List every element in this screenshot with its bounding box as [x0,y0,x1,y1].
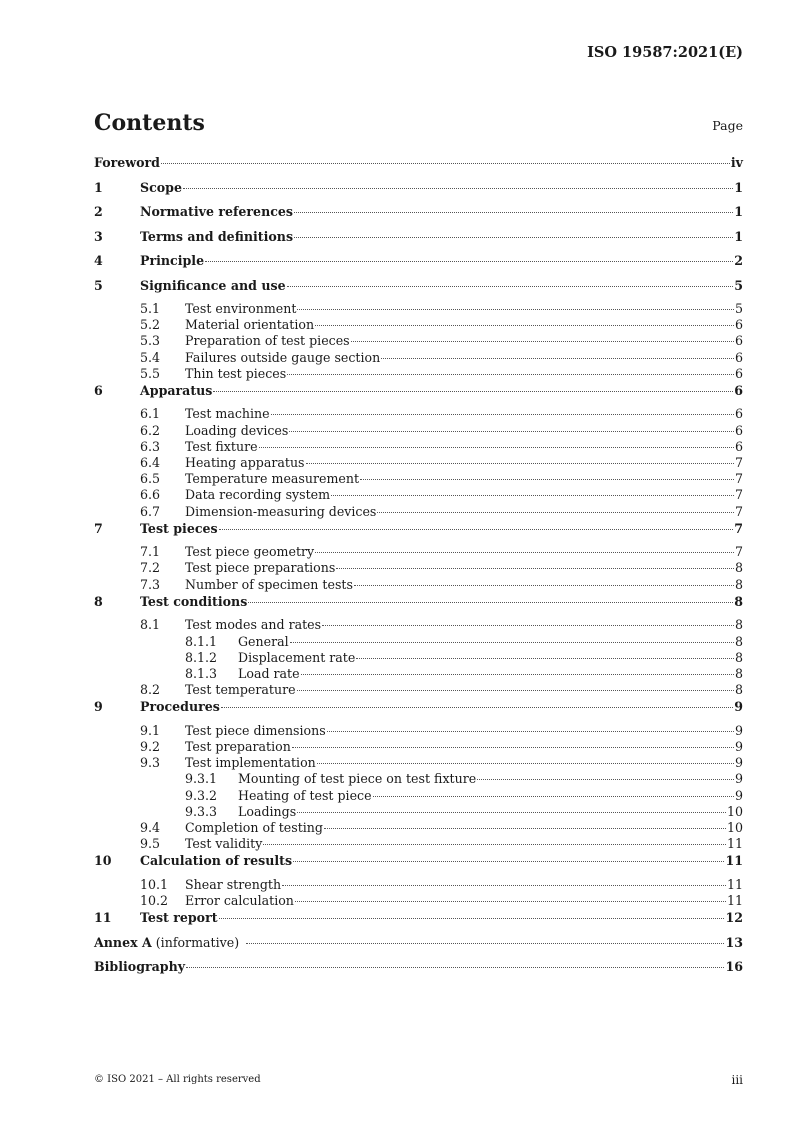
toc-entry-title: General [238,633,289,649]
page-column-label: Page [712,118,743,133]
toc-leader-dots [290,642,734,643]
toc-entry-number: 5.4 [140,349,161,365]
toc-entry-title: Data recording system [185,487,331,503]
toc-entry-title: Significance and use [140,277,286,293]
toc-entry-number: 8.1.1 [185,633,218,649]
toc-entry-title: Test machine [185,406,270,422]
toc-entry-number: 2 [94,204,103,219]
toc-entry[interactable] [94,755,743,771]
toc-leader-dots [259,447,734,448]
toc-entry-page: 6 [734,317,743,333]
toc-entry-page: 16 [725,959,743,975]
toc-entry-number: 6.4 [140,455,161,470]
toc-entry-page: 8 [734,576,743,592]
toc-leader-dots [354,585,734,586]
toc-entry-number: 6.5 [140,471,161,487]
table-of-contents [94,155,743,983]
toc-entry[interactable] [94,877,743,893]
toc-leader-dots [315,552,734,553]
toc-entry-page: 8 [734,560,743,576]
toc-entry-number: 5.2 [140,317,161,333]
toc-leader-dots [294,237,733,238]
toc-entry-title: Test piece dimensions [185,722,326,738]
toc-entry-page: 8 [734,633,743,649]
toc-entry[interactable] [94,560,743,576]
toc-leader-dots [377,512,734,513]
toc-entry-number: 7 [94,520,103,536]
toc-entry-title: Foreword [94,155,160,170]
toc-leader-dots [306,463,734,464]
toc-leader-dots [205,261,733,262]
toc-entry-page: 11 [726,892,743,908]
toc-entry-title: Number of specimen tests [185,576,353,592]
toc-leader-dots [324,828,726,829]
toc-leader-dots [219,918,725,919]
toc-entry-page: 6 [734,406,743,422]
toc-entry-page: 6 [734,333,743,349]
toc-leader-dots [221,707,733,708]
toc-entry-number: 11 [94,910,112,926]
toc-entry-title: Heating apparatus [185,455,305,470]
toc-entry-page: 1 [734,179,743,195]
toc-entry-title: Loading devices [185,422,289,438]
toc-leader-dots [327,731,734,732]
toc-leader-dots [297,812,726,813]
toc-entry[interactable] [94,634,743,650]
toc-leader-dots [219,529,734,530]
toc-entry-number: 8 [94,593,103,609]
toc-entry-page: 2 [734,253,743,268]
toc-leader-dots [317,763,734,764]
toc-entry-title: Principle [140,253,205,268]
toc-entry-number: 9.5 [140,836,161,852]
toc-entry-title: Test piece geometry [185,544,315,560]
toc-entry[interactable] [94,350,743,366]
toc-entry[interactable] [94,278,743,302]
toc-entry-number: 10.2 [140,892,169,908]
toc-entry-title: Test validity [185,836,263,852]
toc-entry-title: Test pieces [140,520,218,536]
toc-leader-dots [292,747,734,748]
toc-entry-number: 5.5 [140,365,161,381]
copyright-notice: © ISO 2021 – All rights reserved [94,1074,261,1085]
toc-entry[interactable] [94,471,743,487]
toc-leader-dots [381,358,734,359]
toc-entry-title: Test preparation [185,738,291,754]
toc-entry-number: 5.1 [140,301,161,316]
toc-entry-page: 9 [734,738,743,754]
toc-entry-number: 6.6 [140,487,161,503]
toc-entry-number: 6 [94,382,103,398]
toc-entry[interactable] [94,366,743,382]
toc-entry-page: 9 [734,699,743,715]
toc-leader-dots [360,479,734,480]
toc-leader-dots [186,967,724,968]
toc-leader-dots [287,286,734,287]
toc-entry-title: Dimension-measuring devices [185,503,377,519]
toc-entry-page: 8 [734,649,743,665]
toc-entry-number: 6.1 [140,406,161,422]
toc-entry-title: Test modes and rates [185,617,322,633]
toc-entry-number: 9.3 [140,755,161,771]
toc-entry-number: 8.1.3 [185,665,218,681]
toc-entry[interactable] [94,504,743,520]
toc-entry-page: 6 [734,422,743,438]
toc-entry-page: 8 [734,682,743,698]
toc-leader-dots [322,625,734,626]
toc-entry[interactable] [94,788,743,804]
toc-entry-page: 8 [734,665,743,681]
toc-entry-title: Test report [140,910,218,926]
toc-entry-page: 10 [726,803,743,819]
toc-entry-page: 12 [725,910,743,926]
toc-entry-title: Test environment [185,301,297,316]
toc-entry-page: 8 [734,617,743,633]
toc-entry-number: 6.7 [140,503,161,519]
toc-entry-title: Mounting of test piece on test fixture [238,771,477,787]
toc-entry-title: Error calculation [185,892,294,908]
toc-leader-dots [183,188,733,189]
toc-entry[interactable] [94,229,743,253]
toc-entry[interactable] [94,739,743,755]
toc-entry[interactable] [94,577,743,593]
page-title: Contents [94,110,205,136]
toc-entry[interactable] [94,317,743,333]
toc-entry[interactable] [94,423,743,439]
toc-entry[interactable] [94,804,743,820]
toc-entry-number: 9 [94,699,103,715]
toc-entry-page: 5 [734,301,743,316]
toc-entry-page: 6 [734,349,743,365]
toc-entry-number: 3 [94,228,103,244]
toc-entry[interactable] [94,959,743,983]
toc-entry-title: Test temperature [185,682,296,698]
toc-entry[interactable] [94,439,743,455]
toc-entry[interactable] [94,521,743,545]
toc-entry-title: Displacement rate [238,649,356,665]
toc-entry-title: Annex A [94,934,152,950]
toc-leader-dots [263,844,726,845]
toc-entry-page: 9 [734,755,743,771]
toc-entry[interactable] [94,406,743,422]
toc-entry-number: 8.1 [140,617,161,633]
toc-entry-page: 9 [734,771,743,787]
toc-entry-title: Failures outside gauge section [185,349,381,365]
toc-entry-title: Material orientation [185,317,315,333]
toc-entry[interactable] [94,617,743,633]
toc-entry-page: 6 [734,365,743,381]
toc-entry-number: 10 [94,853,112,869]
toc-entry[interactable] [94,682,743,698]
toc-entry-title: Test conditions [140,593,248,609]
toc-entry[interactable] [94,836,743,852]
toc-entry-title: Heating of test piece [238,787,372,803]
toc-entry-number: 6.2 [140,422,161,438]
toc-entry[interactable] [94,155,743,179]
toc-entry[interactable] [94,487,743,503]
toc-leader-dots [477,779,734,780]
toc-entry-title: Test fixture [185,438,258,454]
toc-entry-title: Load rate [238,665,300,681]
toc-leader-dots [271,414,734,415]
toc-entry-page: 11 [726,836,743,852]
toc-entry-title: Temperature measurement [185,471,360,487]
toc-leader-dots [315,325,734,326]
toc-entry-number: 7.2 [140,560,161,576]
page-number: iii [731,1073,743,1087]
toc-entry-number: 10.1 [140,876,169,892]
toc-entry[interactable] [94,455,743,471]
toc-entry-number: 9.3.2 [185,787,218,803]
toc-leader-dots [161,163,730,164]
toc-entry-page: 13 [725,934,743,950]
toc-entry[interactable] [94,853,743,877]
toc-entry-title: Terms and definitions [140,228,294,244]
toc-entry[interactable] [94,723,743,739]
toc-entry-page: 7 [734,471,743,487]
toc-leader-dots [289,431,734,432]
toc-leader-dots [373,796,734,797]
toc-entry-page: 11 [725,853,743,869]
toc-entry-title: Thin test pieces [185,365,287,381]
toc-entry-number: 4 [94,253,103,268]
toc-entry-number: 9.3.3 [185,803,218,819]
toc-entry-title: Loadings [238,803,297,819]
toc-leader-dots [287,374,734,375]
toc-entry-number: 9.2 [140,738,161,754]
toc-entry-page: 8 [734,593,743,609]
toc-entry[interactable] [94,910,743,934]
toc-entry-page: 7 [734,520,743,536]
toc-entry-page: 6 [734,382,743,398]
toc-entry-number: 7.1 [140,544,161,560]
toc-entry-page: iv [730,155,743,170]
toc-entry-title: Completion of testing [185,819,323,835]
toc-entry[interactable] [94,699,743,723]
toc-entry-number: 9.3.1 [185,771,218,787]
toc-entry-page: 6 [734,438,743,454]
toc-entry-page: 11 [726,876,743,892]
toc-leader-dots [282,885,726,886]
toc-entry-page: 7 [734,487,743,503]
toc-leader-dots [331,495,734,496]
toc-entry-number: 9.4 [140,819,161,835]
toc-entry-number: 5 [94,277,103,293]
toc-entry[interactable] [94,301,743,317]
toc-entry-title: Normative references [140,204,294,219]
toc-entry-title: Scope [140,179,182,195]
toc-entry-title: Bibliography [94,959,186,975]
toc-leader-dots [246,943,724,944]
toc-entry-page: 5 [734,277,743,293]
toc-leader-dots [336,568,734,569]
toc-entry[interactable] [94,935,743,959]
toc-entry-number: 7.3 [140,576,161,592]
toc-entry[interactable] [94,544,743,560]
toc-entry[interactable] [94,893,743,909]
toc-leader-dots [293,861,724,862]
toc-entry-page: 9 [734,722,743,738]
toc-entry-number: 1 [94,179,103,195]
toc-leader-dots [351,341,734,342]
toc-entry-number: 6.3 [140,438,161,454]
toc-entry-page: 7 [734,455,743,470]
toc-leader-dots [248,602,733,603]
toc-entry[interactable] [94,820,743,836]
toc-entry-page: 9 [734,787,743,803]
toc-entry[interactable] [94,666,743,682]
toc-entry-number: 5.3 [140,333,161,349]
toc-leader-dots [295,901,726,902]
toc-leader-dots [356,658,734,659]
toc-entry-page: 1 [734,228,743,244]
toc-entry-page: 10 [726,819,743,835]
toc-entry[interactable] [94,771,743,787]
toc-entry-page: 1 [734,204,743,219]
toc-entry-title: Apparatus [140,382,213,398]
toc-entry[interactable] [94,204,743,228]
toc-entry-annex-type: (informative) [155,934,240,950]
toc-entry-title: Shear strength [185,876,282,892]
toc-entry[interactable] [94,650,743,666]
toc-entry[interactable] [94,383,743,407]
toc-entry-page: 7 [734,544,743,560]
toc-leader-dots [297,690,734,691]
toc-leader-dots [213,391,733,392]
toc-entry-number: 9.1 [140,722,161,738]
toc-entry-page: 7 [734,503,743,519]
toc-leader-dots [297,309,734,310]
document-id: ISO 19587:2021(E) [587,44,743,61]
toc-entry-number: 8.2 [140,682,161,698]
toc-entry-title: Calculation of results [140,853,293,869]
toc-entry[interactable] [94,333,743,349]
toc-leader-dots [301,674,734,675]
toc-entry-number: 8.1.2 [185,649,218,665]
toc-entry-title: Test piece preparations [185,560,336,576]
toc-entry-title: Preparation of test pieces [185,333,350,349]
toc-entry[interactable] [94,180,743,204]
toc-entry[interactable] [94,253,743,277]
toc-entry-title: Procedures [140,699,220,715]
toc-leader-dots [294,212,733,213]
toc-entry[interactable] [94,594,743,618]
toc-entry-title: Test implementation [185,755,316,771]
